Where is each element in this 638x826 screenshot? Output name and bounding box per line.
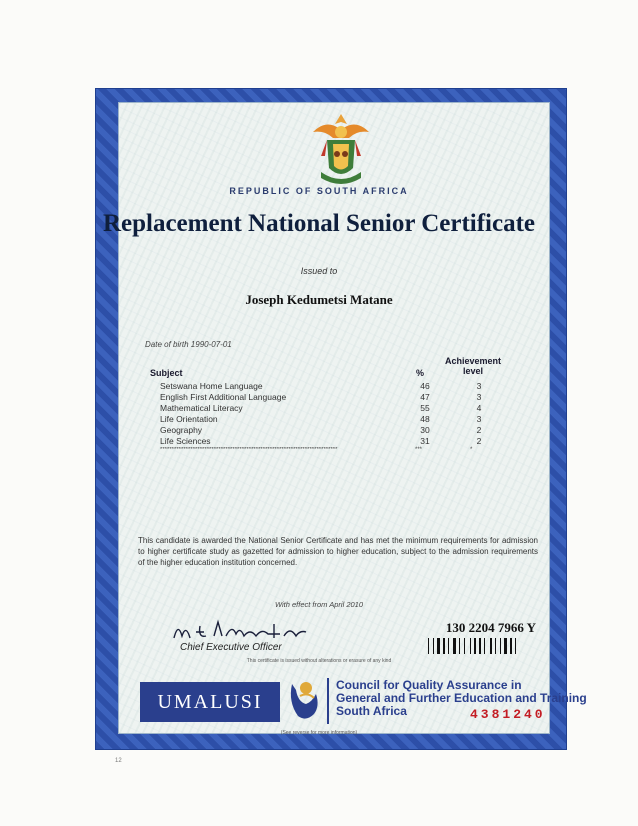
issued-to-label: Issued to xyxy=(300,266,338,276)
signatory-title: Chief Executive Officer xyxy=(180,642,282,653)
page-number: 12 xyxy=(115,758,122,764)
achievement-level-header xyxy=(428,356,518,376)
effective-date: With effect from April 2010 xyxy=(274,600,364,609)
table-row xyxy=(160,436,480,447)
subject-level: 2 xyxy=(476,425,482,435)
subject-name: Mathematical Literacy xyxy=(160,403,243,413)
republic-label: REPUBLIC OF SOUTH AFRICA xyxy=(229,186,409,196)
table-row xyxy=(160,425,480,436)
percent-terminator-stars: *** xyxy=(415,447,423,453)
document-number: 4381240 xyxy=(470,707,546,722)
council-line-3: South Africa xyxy=(336,704,407,718)
table-row xyxy=(160,392,480,403)
subject-level: 2 xyxy=(476,436,482,446)
subject-percent: 46 xyxy=(420,381,430,391)
umalusi-emblem-icon xyxy=(286,678,322,722)
subject-percent: 55 xyxy=(420,403,430,413)
footer-divider xyxy=(327,678,329,724)
subject-percent: 47 xyxy=(420,392,430,402)
table-row xyxy=(160,414,480,425)
subject-name: Life Orientation xyxy=(160,414,218,424)
table-row xyxy=(160,403,480,414)
certificate-title: Replacement National Senior Certificate xyxy=(102,210,536,237)
date-of-birth: Date of birth 1990-07-01 xyxy=(145,340,232,349)
council-line-2: General and Further Education and Training xyxy=(336,691,587,705)
achievement-header-line2: level xyxy=(462,366,484,376)
alteration-notice: This certificate is issued without alterations or erasure of any kind xyxy=(246,658,392,664)
table-terminator-stars: **************************************************************************** xyxy=(160,447,338,453)
barcode-icon xyxy=(428,638,536,654)
subject-level: 3 xyxy=(476,392,482,402)
subject-name: Life Sciences xyxy=(160,436,211,446)
subject-percent: 48 xyxy=(420,414,430,424)
subject-level: 4 xyxy=(476,403,482,413)
table-row xyxy=(160,381,480,392)
umalusi-logo-text: UMALUSI xyxy=(140,682,280,722)
subject-percent: 31 xyxy=(420,436,430,446)
subject-percent: 30 xyxy=(420,425,430,435)
achievement-header-line1: Achievement xyxy=(444,356,502,366)
council-name xyxy=(336,679,587,718)
signature-image xyxy=(170,616,310,644)
percent-header: % xyxy=(416,368,425,378)
council-line-1: Council for Quality Assurance in xyxy=(336,678,522,692)
reverse-notice: (See reverse for more information) xyxy=(280,730,358,736)
subject-level: 3 xyxy=(476,381,482,391)
award-statement: This candidate is awarded the National Senior Certificate and has met the minimum requirements for admission to higher certificate study as gazetted for admission to higher education, subject to the admission requirements of the higher education institution concerned. xyxy=(138,536,538,567)
subject-level: 3 xyxy=(476,414,482,424)
certificate-serial-number: 130 2204 7966 Y xyxy=(445,620,536,635)
subject-name: English First Additional Language xyxy=(160,392,287,402)
candidate-name: Joseph Kedumetsi Matane xyxy=(245,292,393,307)
level-terminator-star: * xyxy=(470,447,473,453)
results-table xyxy=(160,381,480,447)
subject-name: Geography xyxy=(160,425,203,435)
subject-name: Setswana Home Language xyxy=(160,381,263,391)
subject-header: Subject xyxy=(150,368,183,378)
coat-of-arms-icon xyxy=(307,110,375,190)
